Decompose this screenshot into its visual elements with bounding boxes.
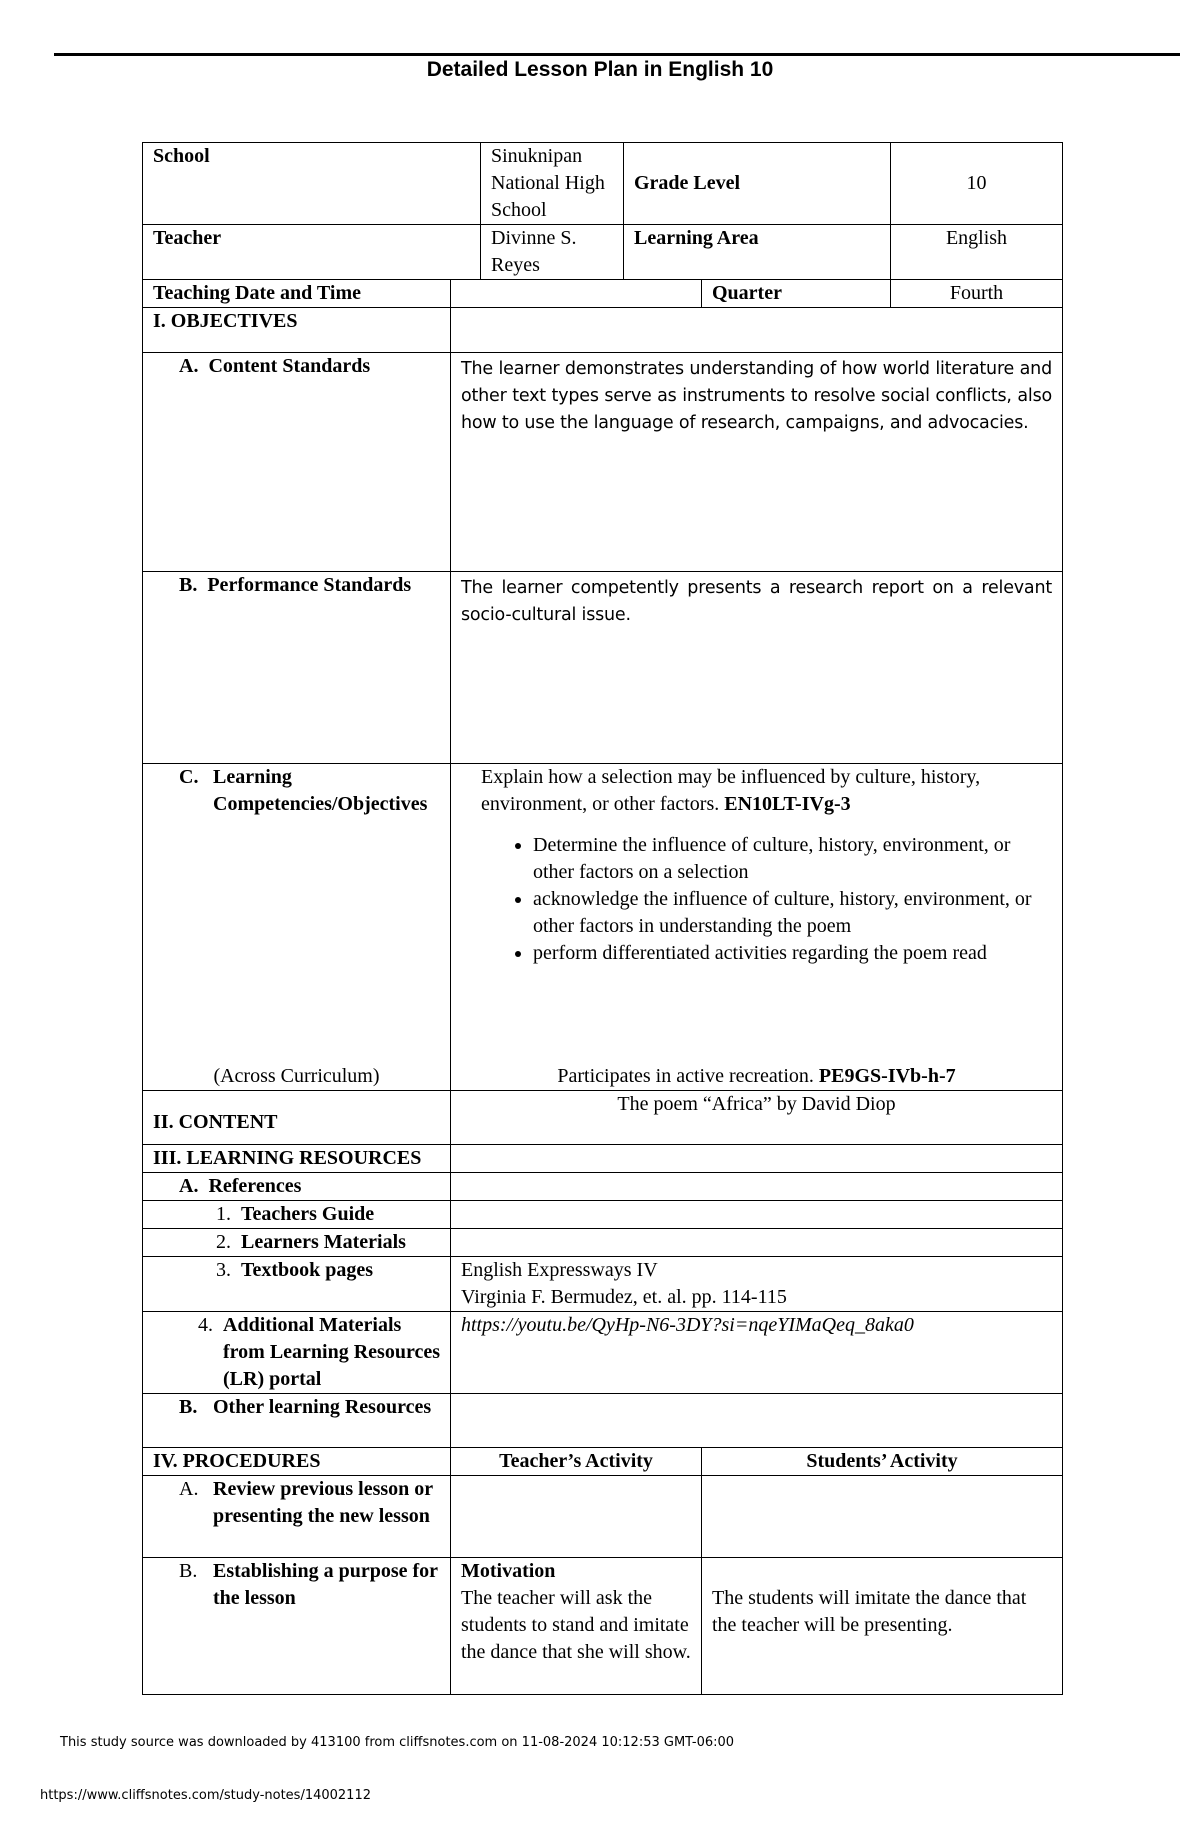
content-heading: II. CONTENT bbox=[143, 1091, 451, 1145]
list-item: • acknowledge the influence of culture, history, environment, or other factors in understanding the poem bbox=[533, 886, 1042, 940]
across-curriculum-label: (Across Curriculum) bbox=[213, 1065, 380, 1087]
table-row bbox=[143, 1558, 1063, 1695]
list-item: • perform differentiated activities regarding the poem read bbox=[533, 940, 1042, 967]
additional-materials-link[interactable]: https://youtu.be/QyHp-N6-3DY?si=nqeYIMaQeq_8aka0 bbox=[451, 1312, 1063, 1394]
table-row bbox=[143, 764, 1063, 1091]
table-row bbox=[143, 225, 1063, 280]
teachers-guide-label: 1. Teachers Guide bbox=[143, 1201, 451, 1229]
table-row bbox=[143, 1257, 1063, 1312]
grade-value: 10 bbox=[891, 143, 1063, 225]
competency-code: EN10LT-IVg-3 bbox=[724, 793, 851, 815]
motivation-title: Motivation bbox=[461, 1560, 556, 1582]
objectives-empty-cell bbox=[451, 308, 1063, 353]
quarter-value: Fourth bbox=[891, 280, 1063, 308]
review-lesson-label: A. Review previous lesson or presenting the new lesson bbox=[143, 1476, 451, 1558]
objectives-heading: I. OBJECTIVES bbox=[143, 308, 451, 353]
learners-materials-value bbox=[451, 1229, 1063, 1257]
table-row bbox=[143, 1394, 1063, 1448]
procedures-heading: IV. PROCEDURES bbox=[143, 1448, 451, 1476]
additional-materials-label: 4. Additional Materials from Learning Resources (LR) portal bbox=[143, 1312, 451, 1394]
establishing-purpose-label: B. Establishing a purpose for the lesson bbox=[143, 1558, 451, 1695]
learners-materials-label: 2. Learners Materials bbox=[143, 1229, 451, 1257]
school-value: Sinuknipan National High School bbox=[481, 143, 624, 225]
learning-resources-heading: III. LEARNING RESOURCES bbox=[143, 1145, 451, 1173]
source-url[interactable]: https://www.cliffsnotes.com/study-notes/14002112 bbox=[40, 1788, 371, 1803]
top-rule bbox=[54, 53, 1180, 56]
teacher-label: Teacher bbox=[143, 225, 481, 280]
teacher-activity-header: Teacher’s Activity bbox=[451, 1448, 702, 1476]
across-curriculum-text: Participates in active recreation. PE9GS-IVb-h-7 bbox=[557, 1065, 956, 1087]
teacher-activity-motivation: Motivation The teacher will ask the students to stand and imitate the dance that she will show. bbox=[451, 1558, 702, 1695]
content-standards-text: The learner demonstrates understanding of how world literature and other text types serve as instruments to resolve social conflicts, also how to use the language of research, campaigns, and advocacies. bbox=[451, 353, 1063, 572]
lesson-plan-table bbox=[142, 142, 1063, 1695]
download-source-note: This study source was downloaded by 413100 from cliffsnotes.com on 11-08-2024 10:12:53 GMT-06:00 bbox=[60, 1735, 735, 1750]
table-row bbox=[143, 1448, 1063, 1476]
table-row bbox=[143, 1476, 1063, 1558]
other-resources-label: B. Other learning Resources bbox=[143, 1394, 451, 1448]
teachers-guide-value bbox=[451, 1201, 1063, 1229]
learning-area-label: Learning Area bbox=[624, 225, 891, 280]
textbook-pages-label: 3. Textbook pages bbox=[143, 1257, 451, 1312]
textbook-pages-value: English Expressways IV Virginia F. Bermudez, et. al. pp. 114-115 bbox=[451, 1257, 1063, 1312]
school-label: School bbox=[143, 143, 481, 225]
performance-standards-label: B. Performance Standards bbox=[143, 572, 451, 764]
content-value: The poem “Africa” by David Diop bbox=[451, 1091, 1063, 1145]
table-row bbox=[143, 353, 1063, 572]
competency-list bbox=[481, 832, 1042, 967]
table-row bbox=[143, 1173, 1063, 1201]
learning-competencies-label: C. Learning Competencies/Objectives (Across Curriculum) bbox=[143, 764, 451, 1091]
table-row bbox=[143, 572, 1063, 764]
teaching-date-label: Teaching Date and Time bbox=[143, 280, 451, 308]
teacher-value: Divinne S. Reyes bbox=[481, 225, 624, 280]
teaching-date-value bbox=[451, 280, 702, 308]
learning-competencies-text: Explain how a selection may be influenced by culture, history, environment, or other factors. EN10LT-IVg-3 • Determine the influence of culture, history, environment, or other factors on a selection • acknowledge the influence of culture, history, environment, or other factors in understanding the poem • perform differentiated activities regarding the poem read Participates in active recreation. PE9GS-IVb-h-7 bbox=[451, 764, 1063, 1091]
learning-area-value: English bbox=[891, 225, 1063, 280]
students-activity-motivation: The students will imitate the dance that the teacher will be presenting. bbox=[702, 1558, 1063, 1695]
table-row bbox=[143, 1312, 1063, 1394]
references-label: A. References bbox=[143, 1173, 451, 1201]
table-row bbox=[143, 308, 1063, 353]
table-row bbox=[143, 1145, 1063, 1173]
table-row bbox=[143, 1229, 1063, 1257]
table-row bbox=[143, 1091, 1063, 1145]
table-row bbox=[143, 143, 1063, 225]
table-row bbox=[143, 1201, 1063, 1229]
quarter-label: Quarter bbox=[702, 280, 891, 308]
document-title: Detailed Lesson Plan in English 10 bbox=[426, 58, 774, 81]
table-row bbox=[143, 280, 1063, 308]
students-activity-header: Students’ Activity bbox=[702, 1448, 1063, 1476]
list-item: • Determine the influence of culture, history, environment, or other factors on a selection bbox=[533, 832, 1042, 886]
grade-label: Grade Level bbox=[624, 143, 891, 225]
performance-standards-text: The learner competently presents a research report on a relevant socio-cultural issue. bbox=[451, 572, 1063, 764]
content-standards-label: A. Content Standards bbox=[143, 353, 451, 572]
